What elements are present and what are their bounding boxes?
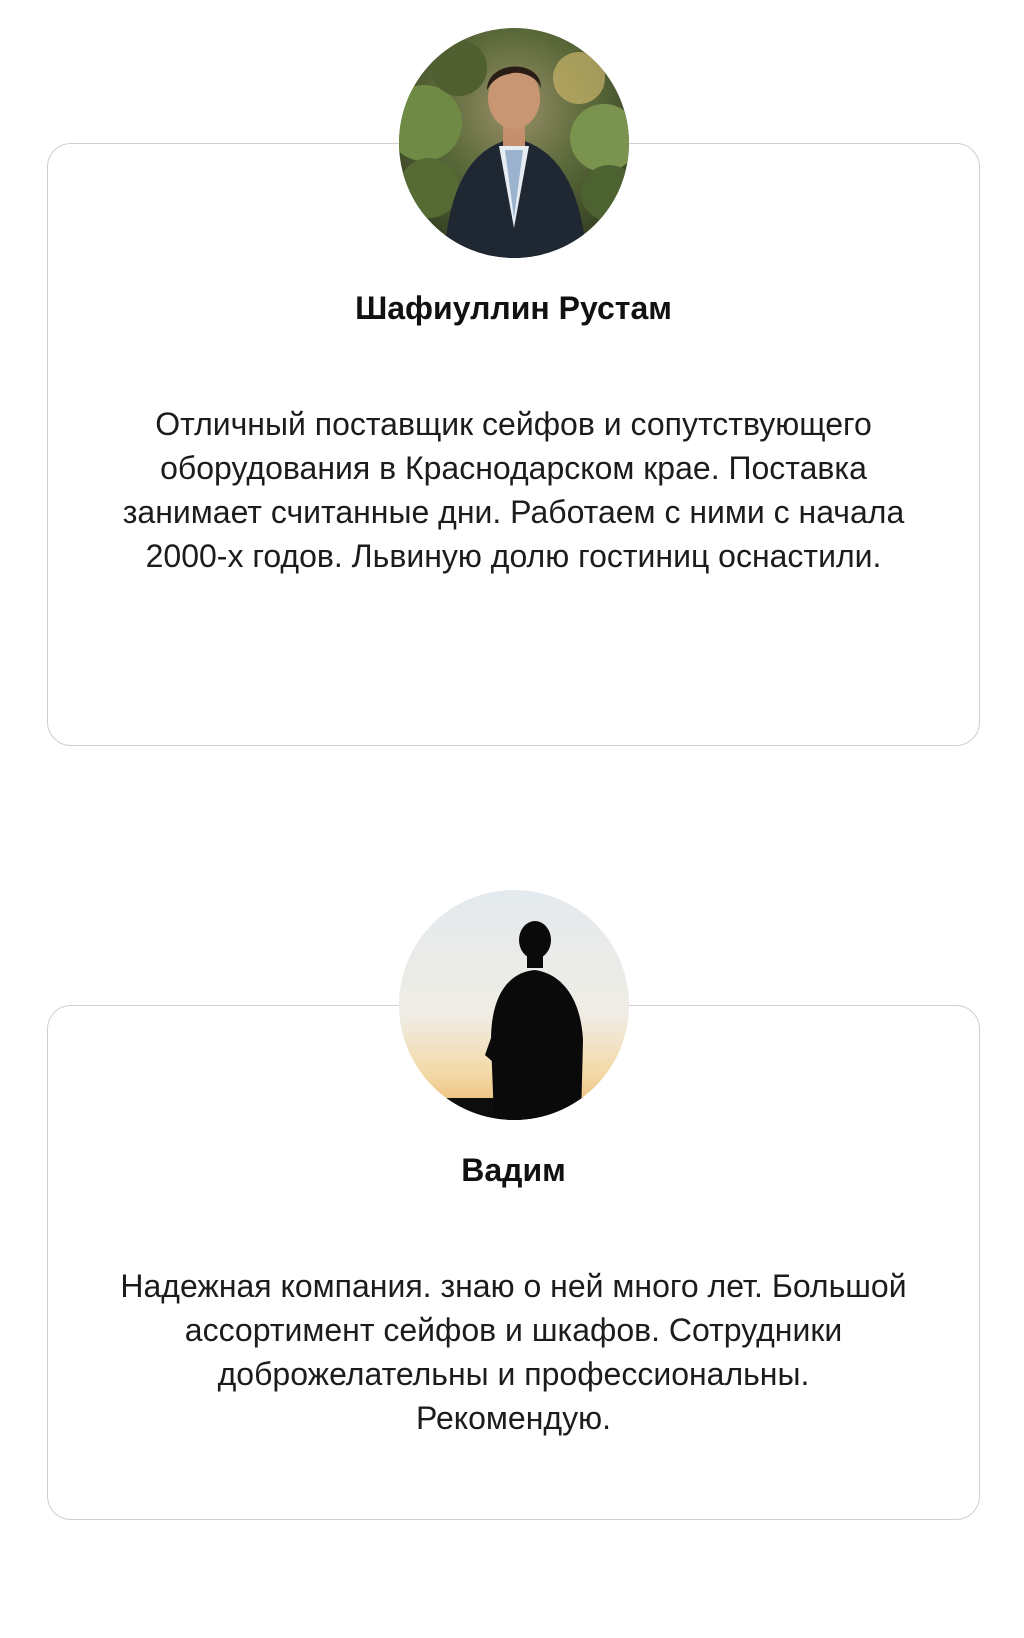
review-text: Отличный поставщик сейфов и сопутствующего оборудования в Краснодарском крае. Поставка занимает считанные дни. Работаем с ними с начала 2000-х годов. Львиную долю гостиниц оснастили.	[122, 406, 905, 574]
reviewer-avatar	[399, 890, 629, 1120]
reviewer-name: Шафиуллин Рустам	[355, 290, 672, 326]
reviewer-avatar	[399, 28, 629, 258]
review-text: Надежная компания. знаю о ней много лет. Большой ассортимент сейфов и шкафов. Сотрудники доброжелательны и профессиональны. Рекомендую.	[120, 1268, 907, 1436]
reviewer-name: Вадим	[461, 1152, 566, 1188]
